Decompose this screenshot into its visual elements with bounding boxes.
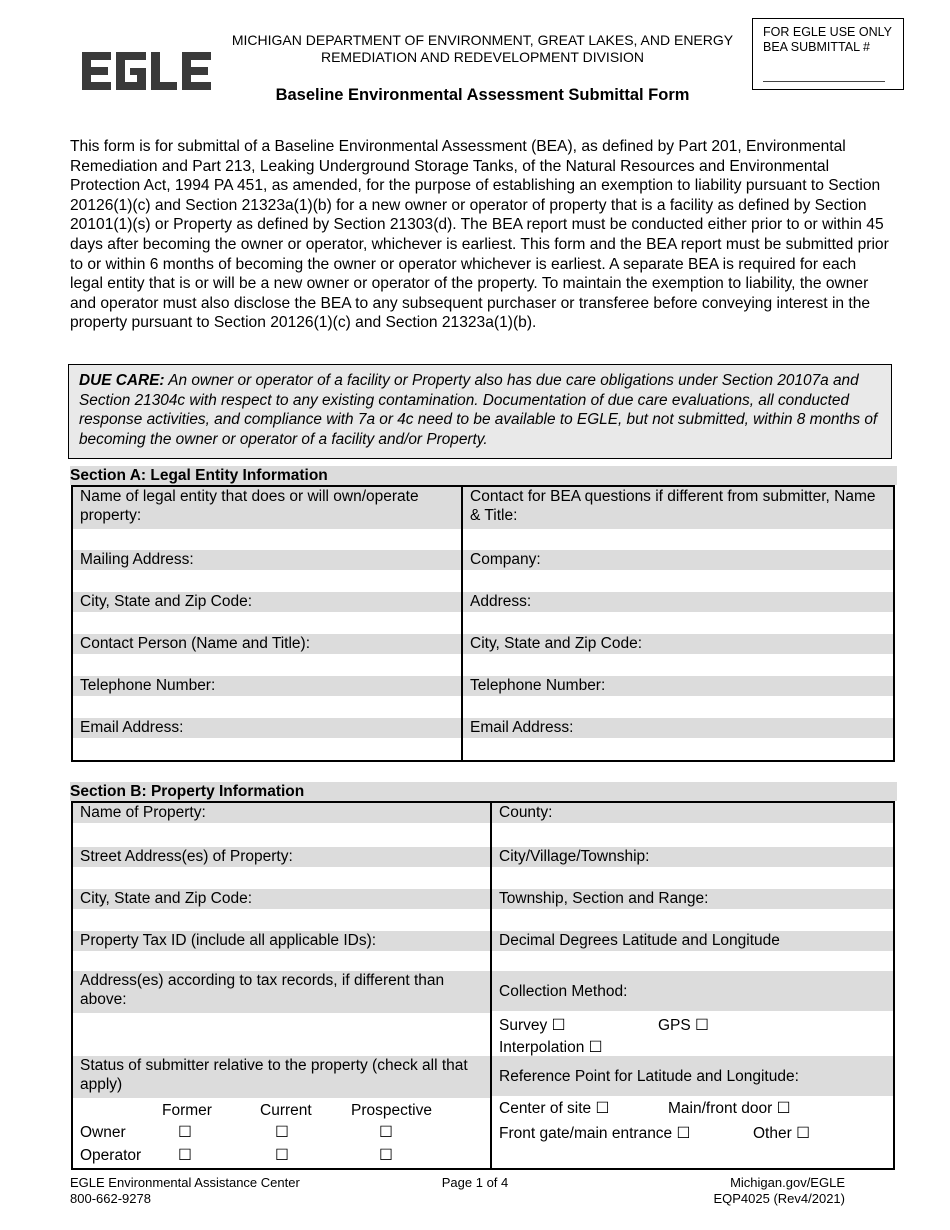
section-a-table xyxy=(71,485,895,762)
ref-other-checkbox[interactable]: ☐ xyxy=(796,1125,810,1142)
property-tax-id-label: Property Tax ID (include all applicable IDs): xyxy=(73,931,490,951)
ref-other-label: Other xyxy=(753,1125,792,1142)
owner-former-checkbox[interactable]: ☐ xyxy=(178,1124,192,1141)
bea-contact-label: Contact for BEA questions if different from submitter, Name & Title: xyxy=(463,487,893,529)
property-city-state-zip-label: City, State and Zip Code: xyxy=(73,889,490,909)
due-care-label: DUE CARE: xyxy=(79,372,165,389)
section-b-left-column xyxy=(73,803,490,1168)
ref-front-gate-checkbox[interactable]: ☐ xyxy=(676,1125,691,1142)
operator-former-checkbox[interactable]: ☐ xyxy=(178,1147,192,1164)
property-name-label: Name of Property: xyxy=(73,803,490,823)
section-b-table xyxy=(71,801,895,1170)
city-village-township-label: City/Village/Township: xyxy=(492,847,893,867)
collection-gps[interactable] xyxy=(658,1016,709,1035)
collection-gps-label: GPS xyxy=(658,1017,691,1034)
bea-submittal-label: BEA SUBMITTAL # xyxy=(763,40,870,54)
egle-logo xyxy=(82,52,212,92)
footer-left xyxy=(70,1175,300,1207)
ref-other[interactable] xyxy=(753,1124,810,1143)
ref-center-of-site-checkbox[interactable]: ☐ xyxy=(595,1100,610,1117)
reference-point-label: Reference Point for Latitude and Longitude: xyxy=(492,1056,893,1096)
status-col-former: Former xyxy=(162,1102,212,1119)
section-a-left-column xyxy=(73,487,461,760)
status-row-owner: Owner xyxy=(80,1124,126,1141)
footer-assistance-center: EGLE Environmental Assistance Center xyxy=(70,1175,300,1190)
section-a-right-column xyxy=(461,487,893,760)
collection-interpolation[interactable] xyxy=(499,1038,603,1057)
contact-telephone-label: Telephone Number: xyxy=(463,676,893,696)
use-only-label: FOR EGLE USE ONLY xyxy=(763,25,892,39)
company-label: Company: xyxy=(463,550,893,570)
section-a-header: Section A: Legal Entity Information xyxy=(70,466,897,485)
section-b-right-column xyxy=(490,803,893,1168)
egle-use-only-box xyxy=(752,18,904,90)
collection-interpolation-label: Interpolation xyxy=(499,1039,585,1056)
city-state-zip-label: City, State and Zip Code: xyxy=(73,592,461,612)
status-col-prospective: Prospective xyxy=(351,1102,432,1119)
ref-main-front-door[interactable] xyxy=(668,1099,790,1118)
ref-front-gate-label: Front gate/main entrance xyxy=(499,1125,673,1142)
collection-interpolation-checkbox[interactable]: ☐ xyxy=(588,1039,603,1056)
operator-current-checkbox[interactable]: ☐ xyxy=(275,1147,289,1164)
collection-survey[interactable] xyxy=(499,1016,565,1035)
mailing-address-label: Mailing Address: xyxy=(73,550,461,570)
agency-name: MICHIGAN DEPARTMENT OF ENVIRONMENT, GREAT LAKES, AND ENERGY xyxy=(231,32,734,48)
contact-address-label: Address: xyxy=(463,592,893,612)
legal-entity-name-label: Name of legal entity that does or will own/operate property: xyxy=(73,487,461,529)
form-title: Baseline Environmental Assessment Submittal Form xyxy=(275,86,690,104)
footer-website[interactable]: Michigan.gov/EGLE xyxy=(730,1175,845,1190)
footer-phone: 800-662-9278 xyxy=(70,1191,151,1206)
status-row-operator: Operator xyxy=(80,1147,142,1164)
collection-method-label: Collection Method: xyxy=(492,971,893,1011)
email-label: Email Address: xyxy=(73,718,461,738)
section-b-header: Section B: Property Information xyxy=(70,782,897,801)
contact-person-label: Contact Person (Name and Title): xyxy=(73,634,461,654)
ref-main-front-door-checkbox[interactable]: ☐ xyxy=(776,1100,791,1117)
collection-survey-label: Survey xyxy=(499,1017,548,1034)
owner-current-checkbox[interactable]: ☐ xyxy=(275,1124,289,1141)
collection-gps-checkbox[interactable]: ☐ xyxy=(695,1017,709,1034)
intro-paragraph: This form is for submittal of a Baseline Environmental Assessment (BEA), as defined by Part 201, Environmental Remediation and Part 213, Leaking Underground Storage Tanks, of the Natural Resources and Environmental Protection Act, 1994 PA 451, as amended, for the purpose of establishing an exemption to liability pursuant to Section 20126(1)(c) and Section 21323a(1)(b) for a new owner or operator of property that is a facility as defined by Section 20101(1)(s) or Property as defined by Section 21303(d). The BEA report must be conducted either prior to or within 45 days after becoming the owner or operator, whichever is earliest. This form and the BEA report must be submitted prior to or within 6 months of becoming the owner or operator whichever is earliest. A separate BEA is required for each legal entity that is or will be a new owner or operator of the property. To maintain the exemption to liability, the owner and operator must also disclose the BEA to any subsequent purchaser or transferee before conveying interest in the property pursuant to Section 20126(1)(c) and Section 21323a(1)(b). xyxy=(70,138,889,332)
submitter-status-label: Status of submitter relative to the property (check all that apply) xyxy=(73,1056,490,1098)
status-col-current: Current xyxy=(260,1102,312,1119)
street-address-label: Street Address(es) of Property: xyxy=(73,847,490,867)
owner-prospective-checkbox[interactable]: ☐ xyxy=(379,1124,393,1141)
division-name: REMEDIATION AND REDEVELOPMENT DIVISION xyxy=(320,49,645,65)
ref-center-of-site[interactable] xyxy=(499,1099,609,1118)
telephone-label: Telephone Number: xyxy=(73,676,461,696)
contact-city-state-zip-label: City, State and Zip Code: xyxy=(463,634,893,654)
footer-form-id: EQP4025 (Rev4/2021) xyxy=(713,1191,845,1206)
ref-center-of-site-label: Center of site xyxy=(499,1100,592,1117)
ref-front-gate[interactable] xyxy=(499,1124,690,1143)
lat-long-label: Decimal Degrees Latitude and Longitude xyxy=(492,931,893,951)
collection-survey-checkbox[interactable]: ☐ xyxy=(551,1017,566,1034)
operator-prospective-checkbox[interactable]: ☐ xyxy=(379,1147,393,1164)
due-care-text: An owner or operator of a facility or Property also has due care obligations under Section 20107a and Section 21304c with respect to any existing contamination. Documentation of due care evaluations, all conducted response activities, and compliance with 7a or 4c need to be available to EGLE, but not submitted, within 8 months of becoming the owner or operator of a facility and/or Property. xyxy=(79,372,878,448)
agency-header xyxy=(210,32,755,66)
footer-right xyxy=(713,1175,845,1207)
due-care-notice xyxy=(68,364,892,459)
bea-submittal-number-line[interactable] xyxy=(763,81,885,82)
tax-record-address-label: Address(es) according to tax records, if different than above: xyxy=(73,971,490,1013)
contact-email-label: Email Address: xyxy=(463,718,893,738)
ref-main-front-door-label: Main/front door xyxy=(668,1100,773,1117)
township-section-range-label: Township, Section and Range: xyxy=(492,889,893,909)
county-label: County: xyxy=(492,803,893,823)
footer-page-number: Page 1 of 4 xyxy=(441,1175,509,1190)
